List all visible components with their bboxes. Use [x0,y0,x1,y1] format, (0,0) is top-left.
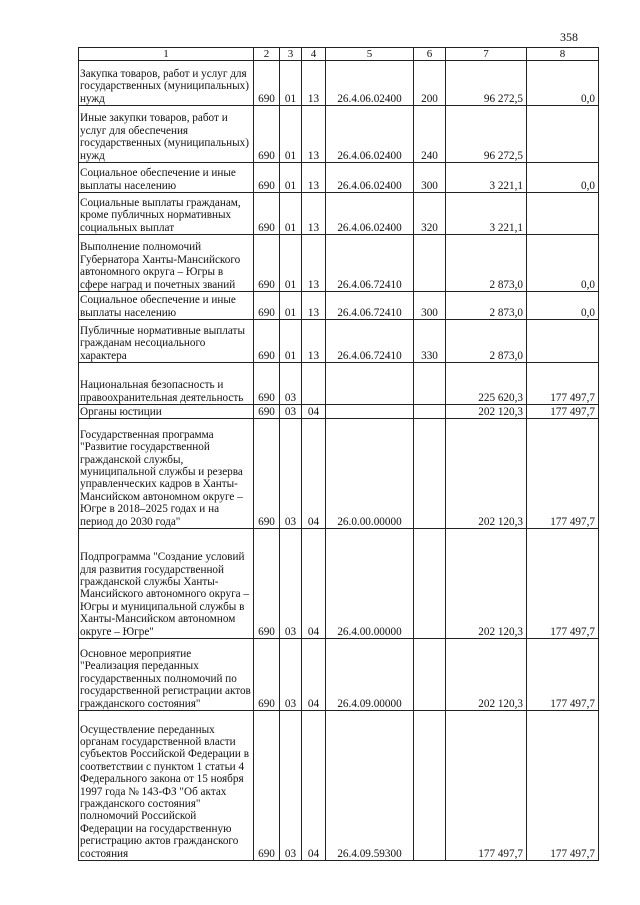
col-header-3: 3 [280,48,302,61]
cell-glava: 690 [254,61,280,106]
cell-expense-type [414,639,446,711]
table-row [79,163,599,193]
cell-podrazdel: 13 [302,292,326,320]
table-row [79,292,599,320]
row-description: Социальное обеспечение и иные выплаты населению [79,292,254,320]
cell-amount-2: 177 497,7 [527,529,599,639]
cell-podrazdel: 04 [302,405,326,419]
table-row [79,529,599,639]
cell-podrazdel: 13 [302,61,326,106]
table-row [79,320,599,363]
table-row [79,235,599,292]
cell-razdel: 03 [280,529,302,639]
header-row [79,48,599,61]
cell-target-article: 26.4.06.72410 [326,235,414,292]
cell-podrazdel: 04 [302,711,326,861]
cell-razdel: 03 [280,711,302,861]
cell-glava: 690 [254,193,280,235]
row-description: Органы юстиции [79,405,254,419]
cell-expense-type [414,711,446,861]
cell-target-article: 26.4.06.02400 [326,163,414,193]
cell-target-article: 26.4.06.02400 [326,61,414,106]
table-row [79,419,599,529]
cell-amount-2: 177 497,7 [527,639,599,711]
cell-podrazdel: 13 [302,106,326,163]
budget-table [78,47,599,861]
cell-target-article [326,405,414,419]
table-row [79,61,599,106]
table-row [79,405,599,419]
cell-target-article: 26.4.06.72410 [326,292,414,320]
cell-glava: 690 [254,405,280,419]
cell-amount-2 [527,320,599,363]
row-description: Национальная безопасность и правоохранительная деятельность [79,363,254,405]
cell-amount-1: 96 272,5 [446,106,527,163]
row-description: Государственная программа "Развитие государственной гражданской службы, муниципальной службы и резерва управленческих кадров в Ханты-Мансийском автономном округе – Югре в 2018–2025 годах и на период до 2030 года" [79,419,254,529]
cell-amount-2: 0,0 [527,163,599,193]
cell-glava: 690 [254,320,280,363]
cell-amount-1: 3 221,1 [446,193,527,235]
cell-amount-1: 3 221,1 [446,163,527,193]
col-header-4: 4 [302,48,326,61]
cell-glava: 690 [254,419,280,529]
cell-expense-type: 200 [414,61,446,106]
cell-amount-1: 96 272,5 [446,61,527,106]
table-row [79,711,599,861]
cell-expense-type [414,235,446,292]
cell-glava: 690 [254,235,280,292]
cell-expense-type: 300 [414,292,446,320]
cell-glava: 690 [254,292,280,320]
cell-amount-1: 202 120,3 [446,529,527,639]
cell-target-article: 26.4.00.00000 [326,529,414,639]
cell-target-article: 26.4.09.59300 [326,711,414,861]
cell-razdel: 01 [280,163,302,193]
col-header-6: 6 [414,48,446,61]
cell-target-article [326,363,414,405]
row-description: Публичные нормативные выплаты гражданам несоциального характера [79,320,254,363]
cell-amount-1: 225 620,3 [446,363,527,405]
cell-podrazdel: 13 [302,193,326,235]
cell-amount-1: 2 873,0 [446,292,527,320]
cell-amount-2: 0,0 [527,292,599,320]
cell-amount-2: 177 497,7 [527,711,599,861]
col-header-7: 7 [446,48,527,61]
cell-razdel: 01 [280,61,302,106]
row-description: Основное мероприятие "Реализация переданных государственных полномочий по государственной регистрации актов гражданского состояния" [79,639,254,711]
cell-razdel: 01 [280,292,302,320]
col-header-1: 1 [79,48,254,61]
cell-razdel: 03 [280,363,302,405]
cell-razdel: 03 [280,419,302,529]
cell-podrazdel: 04 [302,639,326,711]
cell-glava: 690 [254,363,280,405]
cell-podrazdel: 04 [302,419,326,529]
cell-glava: 690 [254,529,280,639]
cell-expense-type: 330 [414,320,446,363]
cell-razdel: 01 [280,193,302,235]
cell-target-article: 26.0.00.00000 [326,419,414,529]
cell-amount-2: 0,0 [527,61,599,106]
cell-expense-type [414,405,446,419]
cell-glava: 690 [254,711,280,861]
cell-expense-type [414,419,446,529]
cell-podrazdel [302,363,326,405]
cell-amount-1: 2 873,0 [446,320,527,363]
table-row [79,106,599,163]
cell-glava: 690 [254,163,280,193]
cell-razdel: 03 [280,405,302,419]
cell-amount-1: 202 120,3 [446,419,527,529]
cell-target-article: 26.4.06.72410 [326,320,414,363]
cell-expense-type: 240 [414,106,446,163]
cell-amount-2: 177 497,7 [527,405,599,419]
cell-glava: 690 [254,639,280,711]
cell-podrazdel: 04 [302,529,326,639]
cell-amount-2 [527,193,599,235]
row-description: Иные закупки товаров, работ и услуг для обеспечения государственных (муниципальных) нужд [79,106,254,163]
cell-expense-type [414,529,446,639]
row-description: Осуществление переданных органам государственной власти субъектов Российской Федерации в соответствии с пунктом 1 статьи 4 Федерального закона от 15 ноября 1997 года № 143-ФЗ "Об актах гражданского состояния" полномочий Российской Федерации на государственную регистрацию актов гражданского состояния [79,711,254,861]
cell-podrazdel: 13 [302,163,326,193]
cell-razdel: 01 [280,320,302,363]
cell-podrazdel: 13 [302,320,326,363]
cell-glava: 690 [254,106,280,163]
cell-expense-type: 300 [414,163,446,193]
cell-target-article: 26.4.06.02400 [326,106,414,163]
cell-amount-1: 2 873,0 [446,235,527,292]
table-row [79,639,599,711]
row-description: Подпрограмма "Создание условий для развития государственной гражданской службы Ханты-Мансийского автономного округа – Югры и муниципальной службы в Ханты-Мансийском автономном округе – Югре" [79,529,254,639]
cell-amount-1: 202 120,3 [446,639,527,711]
cell-expense-type [414,363,446,405]
cell-target-article: 26.4.06.02400 [326,193,414,235]
row-description: Социальное обеспечение и иные выплаты населению [79,163,254,193]
table-row [79,363,599,405]
row-description: Социальные выплаты гражданам, кроме публичных нормативных социальных выплат [79,193,254,235]
col-header-5: 5 [326,48,414,61]
cell-amount-2 [527,106,599,163]
cell-amount-1: 202 120,3 [446,405,527,419]
cell-amount-2: 177 497,7 [527,363,599,405]
table-row [79,193,599,235]
col-header-2: 2 [254,48,280,61]
cell-amount-2: 0,0 [527,235,599,292]
row-description: Выполнение полномочий Губернатора Ханты-Мансийского автономного округа – Югры в сфере наград и почетных званий [79,235,254,292]
col-header-8: 8 [527,48,599,61]
cell-target-article: 26.4.09.00000 [326,639,414,711]
cell-razdel: 03 [280,639,302,711]
row-description: Закупка товаров, работ и услуг для государственных (муниципальных) нужд [79,61,254,106]
cell-razdel: 01 [280,106,302,163]
page-number: 358 [560,30,578,44]
cell-amount-2: 177 497,7 [527,419,599,529]
cell-expense-type: 320 [414,193,446,235]
cell-amount-1: 177 497,7 [446,711,527,861]
cell-razdel: 01 [280,235,302,292]
cell-podrazdel: 13 [302,235,326,292]
